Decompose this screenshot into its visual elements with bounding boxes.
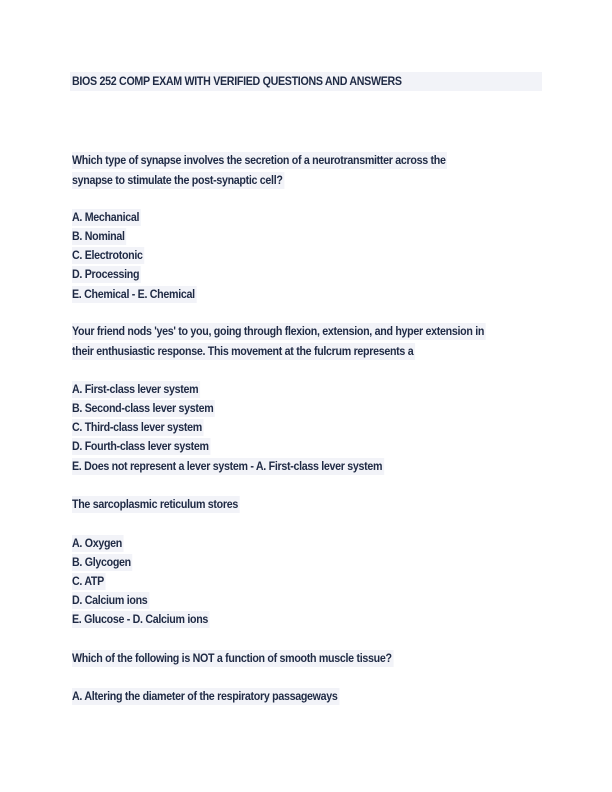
question-3-option-c (72, 574, 106, 589)
option-text: E. Chemical - E. Chemical (72, 287, 195, 301)
question-2-line-1-text: Your friend nods 'yes' to you, going through flexion, extension, and hyper extension in (72, 324, 485, 338)
option-text: A. Mechanical (72, 210, 140, 224)
question-3-option-d (72, 593, 149, 608)
question-2-option-e (72, 459, 384, 474)
option-text: D. Calcium ions (72, 593, 148, 607)
question-2-line-2-text: their enthusiastic response. This movement at the fulcrum represents a (72, 344, 414, 358)
option-text: B. Glycogen (72, 555, 131, 569)
option-text: C. Electrotonic (72, 248, 143, 262)
question-3-line-1-text: The sarcoplasmic reticulum stores (72, 497, 238, 511)
question-2-line-1 (72, 324, 486, 339)
question-1-option-b (72, 229, 126, 244)
question-1-option-c (72, 248, 144, 263)
option-text: D. Fourth-class lever system (72, 439, 209, 453)
option-text: C. Third-class lever system (72, 420, 202, 434)
question-1-option-e (72, 287, 196, 302)
question-4-option-a (72, 689, 339, 704)
option-text: C. ATP (72, 574, 104, 588)
question-1-line-1 (72, 153, 447, 168)
question-1-line-1-text: Which type of synapse involves the secretion of a neurotransmitter across the (72, 153, 446, 167)
question-2-option-b (72, 401, 215, 416)
option-text: A. First-class lever system (72, 382, 199, 396)
option-text: B. Second-class lever system (72, 401, 214, 415)
question-2-line-2 (72, 344, 415, 359)
question-1-line-2-text: synapse to stimulate the post-synaptic cell? (72, 173, 283, 187)
question-2-option-a (72, 382, 200, 397)
question-1-option-d (72, 267, 141, 282)
question-1-line-2 (72, 173, 284, 188)
question-4-line-1 (72, 651, 393, 666)
option-text: E. Does not represent a lever system - A. First-class lever system (72, 459, 383, 473)
question-3-option-b (72, 555, 133, 570)
document-title-text: BIOS 252 COMP EXAM WITH VERIFIED QUESTIONS AND ANSWERS (72, 74, 402, 88)
option-text: A. Oxygen (72, 536, 123, 550)
document-title (72, 74, 402, 89)
question-2-option-c (72, 420, 204, 435)
option-text: B. Nominal (72, 229, 125, 243)
question-2-option-d (72, 439, 210, 454)
option-text: D. Processing (72, 267, 140, 281)
option-text: E. Glucose - D. Calcium ions (72, 612, 209, 626)
question-3-line-1 (72, 497, 240, 512)
question-1-option-a (72, 210, 141, 225)
question-4-line-1-text: Which of the following is NOT a function of smooth muscle tissue? (72, 651, 392, 665)
question-3-option-e (72, 612, 210, 627)
question-3-option-a (72, 536, 124, 551)
option-text: A. Altering the diameter of the respiratory passageways (72, 689, 338, 703)
